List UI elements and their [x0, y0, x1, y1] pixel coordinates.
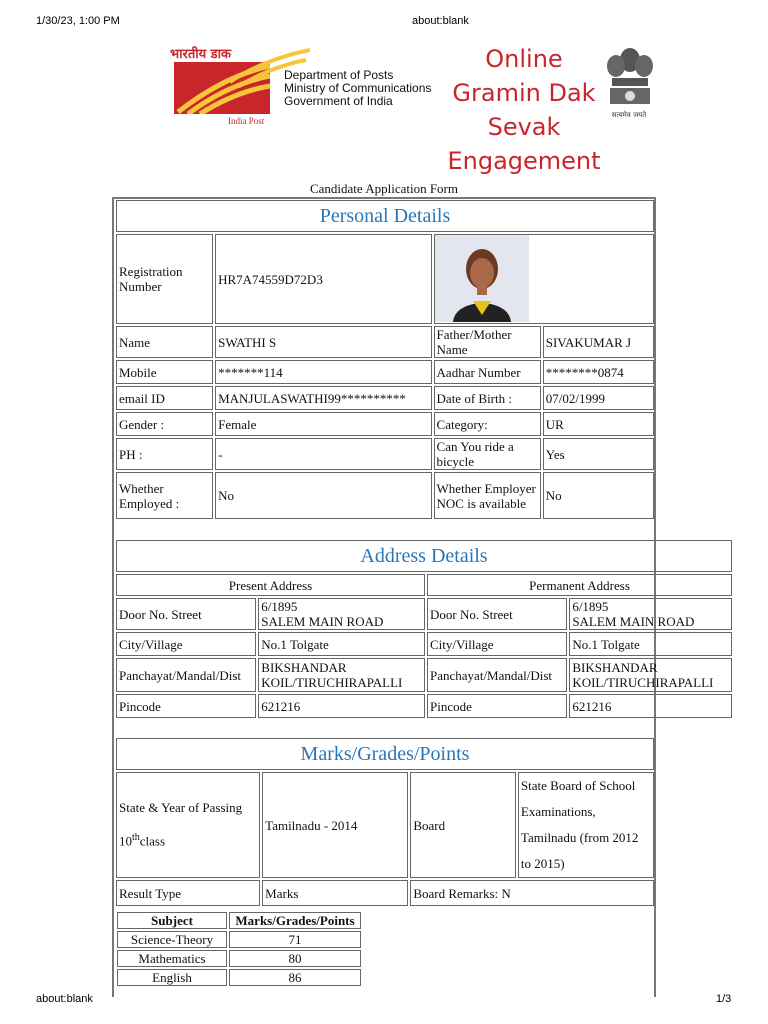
permanent-pmd-label: Panchayat/Mandal/Dist — [427, 658, 567, 692]
employed-value: No — [215, 472, 431, 519]
permanent-city-value: No.1 Tolgate — [569, 632, 732, 656]
personal-details-table — [114, 198, 656, 521]
subject-marks-table — [115, 910, 363, 988]
subject-marks: 86 — [229, 969, 361, 986]
permanent-pmd-value: BIKSHANDAR KOIL/TIRUCHIRAPALLI — [569, 658, 732, 692]
class-word: class — [139, 833, 166, 849]
board-value: State Board of School Examinations, Tamilnadu (from 2012 to 2015) — [518, 772, 654, 878]
class-num: 10 — [119, 833, 132, 849]
parent-label: Father/Mother Name — [434, 326, 541, 358]
permanent-door-label: Door No. Street — [427, 598, 567, 630]
print-url: about:blank — [412, 15, 469, 27]
present-city-value: No.1 Tolgate — [258, 632, 425, 656]
present-pin-value: 621216 — [258, 694, 425, 718]
permanent-city-label: City/Village — [427, 632, 567, 656]
aadhar-value: ********0874 — [543, 360, 654, 384]
email-value: MANJULASWATHI99********** — [215, 386, 431, 410]
bicycle-label: Can You ride a bicycle — [434, 438, 541, 470]
table-row — [117, 931, 361, 948]
present-pmd-label: Panchayat/Mandal/Dist — [116, 658, 256, 692]
present-door-label: Door No. Street — [116, 598, 256, 630]
name-value: SWATHI S — [215, 326, 431, 358]
present-pin-label: Pincode — [116, 694, 256, 718]
noc-value: No — [543, 472, 654, 519]
subject-header: Subject — [117, 912, 227, 929]
portal-title-line-4: Engagement — [447, 147, 601, 175]
marks-title: Marks/Grades/Points — [116, 738, 654, 770]
board-remarks: Board Remarks: N — [410, 880, 654, 906]
mobile-value: *******114 — [215, 360, 431, 384]
state-year-label-text: State & Year of Passing — [119, 800, 243, 816]
gender-label: Gender : — [116, 412, 213, 436]
employed-label: Whether Employed : — [116, 472, 213, 519]
marks-header: Marks/Grades/Points — [229, 912, 361, 929]
emblem-caption: सत्यमेव जयते — [611, 111, 647, 119]
ph-label: PH : — [116, 438, 213, 470]
india-post-hindi: भारतीय डाक — [170, 47, 231, 62]
national-emblem-icon — [598, 40, 662, 122]
portal-title — [440, 42, 608, 178]
personal-details-title: Personal Details — [116, 200, 654, 232]
present-door-line-1: 6/1895 — [261, 599, 298, 614]
subject-name: Science-Theory — [117, 931, 227, 948]
photo-cell — [434, 234, 654, 324]
class-suffix: th — [132, 832, 140, 844]
present-door-value — [258, 598, 425, 630]
bicycle-value: Yes — [543, 438, 654, 470]
ph-value: - — [215, 438, 431, 470]
print-datetime: 1/30/23, 1:00 PM — [36, 15, 120, 27]
address-details-title: Address Details — [116, 540, 732, 572]
dept-line-1: Department of Posts — [284, 68, 394, 82]
result-type-value: Marks — [262, 880, 408, 906]
portal-title-line-1: Online — [485, 45, 563, 73]
reg-value: HR7A74559D72D3 — [215, 234, 431, 324]
subject-marks: 80 — [229, 950, 361, 967]
dept-line-2: Ministry of Communications — [284, 81, 432, 95]
dob-value: 07/02/1999 — [543, 386, 654, 410]
candidate-photo — [435, 235, 529, 322]
state-year-value: Tamilnadu - 2014 — [262, 772, 408, 878]
print-footer-url: about:blank — [36, 993, 93, 1005]
aadhar-label: Aadhar Number — [434, 360, 541, 384]
gender-value: Female — [215, 412, 431, 436]
permanent-pin-label: Pincode — [427, 694, 567, 718]
permanent-pin-value: 621216 — [569, 694, 732, 718]
table-row — [117, 969, 361, 986]
category-label: Category: — [434, 412, 541, 436]
marks-table — [114, 736, 656, 908]
subject-name: English — [117, 969, 227, 986]
email-label: email ID — [116, 386, 213, 410]
dept-line-3: Government of India — [284, 94, 393, 108]
category-value: UR — [543, 412, 654, 436]
parent-value: SIVAKUMAR J — [543, 326, 654, 358]
state-year-label — [116, 772, 260, 878]
subject-marks: 71 — [229, 931, 361, 948]
portal-title-line-3: Sevak — [487, 113, 561, 141]
present-city-label: City/Village — [116, 632, 256, 656]
permanent-door-line-2: SALEM MAIN ROAD — [572, 614, 695, 629]
department-block — [284, 69, 431, 108]
noc-label: Whether Employer NOC is available — [434, 472, 541, 519]
form-caption: Candidate Application Form — [309, 181, 459, 196]
table-row — [117, 950, 361, 967]
present-address-header: Present Address — [116, 574, 425, 596]
permanent-address-header: Permanent Address — [427, 574, 732, 596]
banner — [0, 0, 768, 180]
present-pmd-value: BIKSHANDAR KOIL/TIRUCHIRAPALLI — [258, 658, 425, 692]
mobile-label: Mobile — [116, 360, 213, 384]
permanent-door-value — [569, 598, 732, 630]
india-post-label: India Post — [228, 116, 265, 126]
reg-label: Registration Number — [116, 234, 213, 324]
candidate-photo-icon — [435, 235, 529, 322]
subject-name: Mathematics — [117, 950, 227, 967]
portal-title-line-2: Gramin Dak — [452, 79, 596, 107]
print-page-number: 1/3 — [716, 993, 732, 1005]
name-label: Name — [116, 326, 213, 358]
result-type-label: Result Type — [116, 880, 260, 906]
address-details-table — [114, 538, 734, 720]
present-door-line-2: SALEM MAIN ROAD — [261, 614, 384, 629]
board-label: Board — [410, 772, 516, 878]
permanent-door-line-1: 6/1895 — [572, 599, 609, 614]
dob-label: Date of Birth : — [434, 386, 541, 410]
